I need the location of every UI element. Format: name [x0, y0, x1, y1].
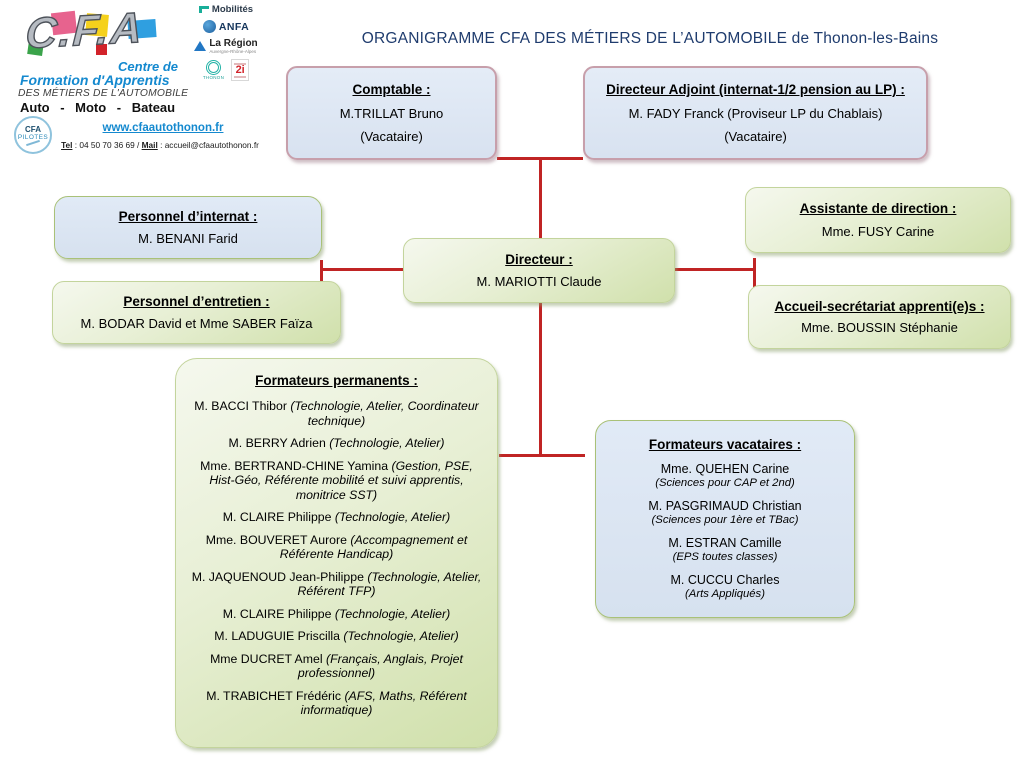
staff-member [604, 573, 846, 601]
cfa-pilotes-badge: CFA PILOTES [14, 116, 52, 154]
staff-member [188, 533, 485, 562]
mobilites-logo: Mobilités [199, 4, 253, 15]
staff-subjects: (Sciences pour 1ère et TBac) [651, 513, 799, 526]
staff-name: M. JAQUENOUD Jean-Philippe [191, 569, 368, 584]
connector-middle-vertical [539, 303, 542, 456]
partner-logos [184, 4, 268, 81]
la-region-logo: La Région Auvergne-Rhône-Alpes [194, 38, 257, 54]
staff-member [188, 570, 485, 599]
box-accueil-secretariat [748, 285, 1011, 349]
staff-name: Mme. BOUSSIN Stéphanie [801, 320, 958, 336]
connector-right-tbar [753, 258, 756, 288]
staff-name: Mme. BOUVERET Aurore [205, 532, 351, 547]
staff-name: M. BODAR David et Mme SABER Faïza [80, 315, 313, 331]
box-title: Formateurs permanents : [255, 373, 418, 388]
staff-name: M. BACCI Thibor [194, 399, 291, 413]
staff-name: M. ESTRAN Camille [668, 536, 782, 551]
staff-subjects: (Technologie, Atelier) [329, 436, 445, 450]
staff-status: (Vacataire) [360, 128, 423, 144]
cfa-logo-art [22, 3, 182, 62]
staff-subjects: (EPS toutes classes) [672, 550, 778, 563]
box-formateurs-vacataires [595, 420, 855, 618]
tel-label: Tel [61, 140, 73, 150]
staff-member [188, 459, 485, 503]
connector-top-vertical [539, 157, 542, 238]
staff-subjects: (Technologie, Atelier) [334, 510, 451, 524]
box-title: Directeur Adjoint (internat-1/2 pension au LP) : [606, 82, 905, 98]
page-title: ORGANIGRAMME CFA DES MÉTIERS DE L’AUTOMOBILE de Thonon-les-Bains [361, 30, 939, 47]
small-partner-logos [203, 59, 249, 81]
staff-name: Mme. FUSY Carine [821, 223, 935, 239]
staff-member [188, 607, 485, 622]
formateurs-permanents-list [188, 399, 485, 726]
staff-member [188, 652, 485, 681]
staff-member [604, 499, 846, 527]
box-title: Accueil-secrétariat apprenti(e)s : [774, 298, 985, 314]
box-personnel-entretien [52, 281, 341, 344]
box-directeur [403, 238, 675, 303]
website-link[interactable]: www.cfaautothonon.fr [102, 122, 224, 134]
staff-subjects: (Technologie, Atelier) [343, 629, 459, 643]
cfa-logo-block [6, 4, 268, 162]
staff-member [188, 399, 485, 428]
staff-name: M. MARIOTTI Claude [476, 274, 602, 289]
staff-member [604, 462, 846, 490]
staff-subjects: (Gestion, PSE, Hist-Géo, Référente mobilité et suivi apprentis, monitrice SST) [209, 458, 473, 502]
contact-line: Tel : 04 50 70 36 69 / Mail : accueil@cfaautothonon.fr [61, 140, 259, 150]
staff-name: M. TRABICHET Frédéric [206, 688, 345, 703]
box-title: Formateurs vacataires : [648, 437, 802, 452]
connector-bottom-horizontal [499, 454, 585, 457]
staff-subjects: (AFS, Maths, Référent informatique) [300, 688, 467, 717]
logo-tagline-centre-de: Centre de [118, 59, 178, 74]
deux-i-logo: 2i [231, 59, 249, 81]
staff-subjects: (Sciences pour CAP et 2nd) [655, 476, 795, 489]
staff-member [188, 689, 485, 718]
staff-name: M. PASGRIMAUD Christian [648, 499, 802, 514]
staff-member [604, 536, 846, 564]
staff-member [188, 629, 485, 644]
staff-name: M. CLAIRE Philippe [222, 606, 335, 621]
staff-name: Mme DUCRET Amel [210, 651, 326, 666]
box-title: Directeur : [505, 252, 573, 267]
box-personnel-internat [54, 196, 322, 259]
anfa-logo: ANFA [203, 20, 249, 33]
staff-name: M. CUCCU Charles [670, 573, 780, 588]
staff-name: M.TRILLAT Bruno [339, 105, 444, 121]
connector-right-horizontal [675, 268, 756, 271]
box-title: Personnel d’entretien : [123, 294, 270, 310]
la-region-icon [194, 41, 206, 51]
box-assistante-direction [745, 187, 1011, 253]
staff-subjects: (Arts Appliqués) [685, 587, 765, 600]
mail-label: Mail [141, 140, 158, 150]
staff-name: Mme. QUEHEN Carine [660, 462, 790, 476]
thonon-agglo-icon [206, 60, 221, 75]
staff-member [188, 436, 485, 451]
formateurs-vacataires-list [604, 462, 846, 610]
staff-name: Mme. BERTRAND-CHINE Yamina [200, 458, 392, 473]
staff-subjects: (Technologie, Atelier, Référent TFP) [297, 569, 482, 598]
box-directeur-adjoint [583, 66, 928, 160]
staff-subjects: (Technologie, Atelier) [334, 606, 451, 621]
connector-left-horizontal [322, 268, 404, 271]
logo-tagline-auto-moto-bateau: Auto - Moto - Bateau [20, 100, 176, 115]
staff-name: M. BENANI Farid [138, 230, 238, 246]
box-comptable [286, 66, 497, 160]
staff-subjects: (Accompagnement et Référente Handicap) [279, 532, 468, 561]
box-title: Comptable : [352, 82, 431, 98]
cfa-acronym: C.F.A [24, 3, 145, 59]
logo-tagline-formation: Formation d'Apprentis [20, 72, 170, 88]
thonon-agglo-logo: THONON [203, 60, 224, 80]
box-title: Assistante de direction : [799, 201, 957, 217]
anfa-icon [203, 20, 216, 33]
staff-subjects: (Technologie, Atelier, Coordinateur technique) [290, 399, 479, 428]
logo-tagline-metiers: DES MÉTIERS DE L'AUTOMOBILE [18, 88, 189, 99]
box-formateurs-permanents [175, 358, 498, 748]
staff-name: M. CLAIRE Philippe [222, 510, 335, 524]
staff-name: M. FADY Franck (Proviseur LP du Chablais) [628, 105, 883, 121]
mobilites-icon [199, 6, 209, 13]
staff-status: (Vacataire) [724, 128, 787, 144]
staff-member [188, 510, 485, 525]
box-title: Personnel d’internat : [118, 209, 258, 225]
staff-name: M. LADUGUIE Priscilla [214, 629, 344, 643]
staff-name: M. BERRY Adrien [228, 436, 330, 450]
staff-subjects: (Français, Anglais, Projet professionnel) [297, 651, 463, 680]
